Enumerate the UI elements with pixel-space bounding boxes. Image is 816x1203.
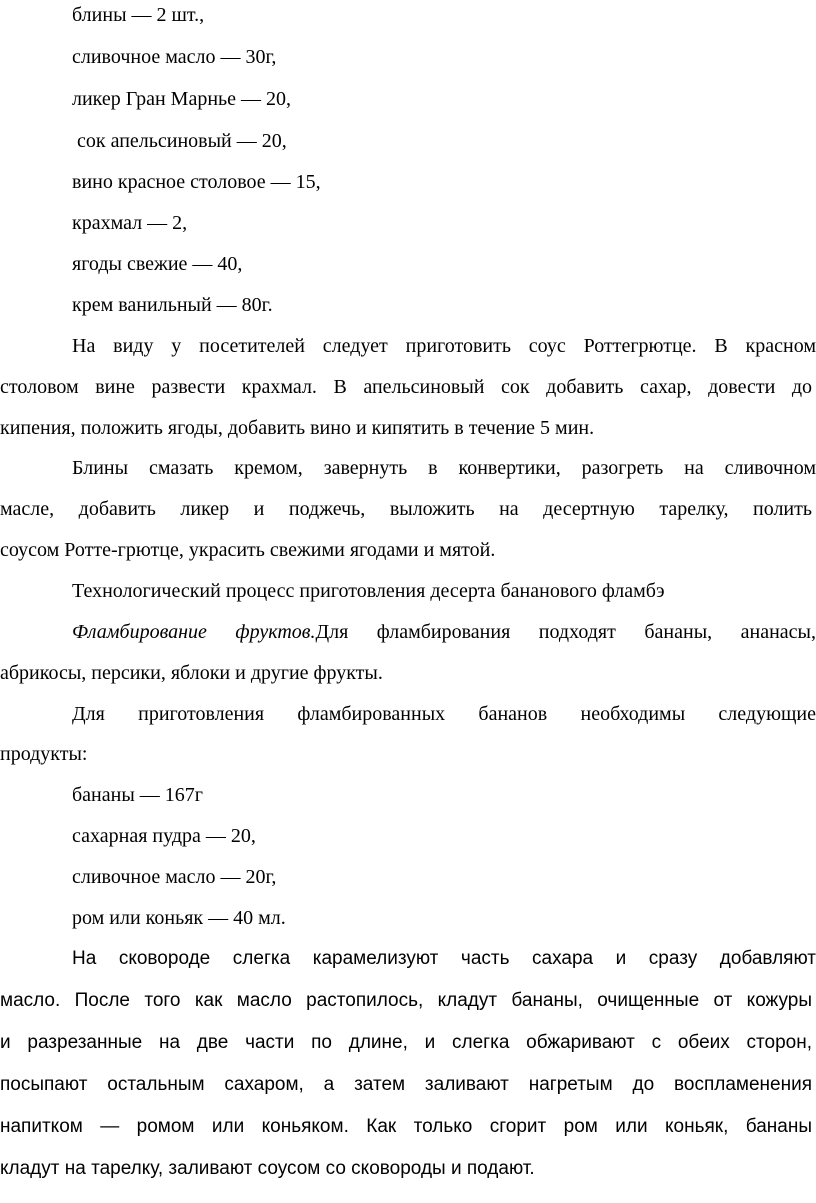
ingredient-line: ликер Гран Марнье — 20, xyxy=(72,88,292,110)
paragraph-line: Блины смазать кремом, завернуть в конвертики, разогреть на сливочном xyxy=(72,457,816,479)
paragraph-line: столовом вине развести крахмал. В апельсиновый сок добавить сахар, довести до xyxy=(0,376,812,398)
ingredient-line: крем ванильный — 80г. xyxy=(72,294,273,316)
ingredient-line: сок апельсиновый — 20, xyxy=(72,130,287,152)
ingredient-line: сливочное масло — 30г, xyxy=(72,46,277,68)
paragraph-text: Для фламбирования подходят бананы, ананасы, xyxy=(315,621,816,643)
paragraph-line xyxy=(72,620,816,644)
paragraph-line: и разрезанные на две части по длине, и слегка обжаривают с обеих сторон, xyxy=(0,1032,812,1053)
ingredient-line: сахарная пудра — 20, xyxy=(72,825,256,847)
paragraph-line: продукты: xyxy=(0,743,88,765)
ingredient-line: крахмал — 2, xyxy=(72,212,188,234)
paragraph-line: Для приготовления фламбированных бананов необходимы следующие xyxy=(72,703,816,725)
ingredient-line: сливочное масло — 20г, xyxy=(72,866,277,888)
section-heading: Технологический процесс приготовления десерта бананового фламбэ xyxy=(72,580,665,602)
paragraph-line: На виду у посетителей следует приготовить соус Роттегрютце. В красном xyxy=(72,335,816,357)
paragraph-line: масло. После того как масло растопилось, кладут бананы, очищенные от кожуры xyxy=(0,990,812,1011)
paragraph-line: На сковороде слегка карамелизуют часть сахара и сразу добавляют xyxy=(72,948,816,969)
paragraph-line: абрикосы, персики, яблоки и другие фрукты. xyxy=(0,662,383,684)
ingredient-line: ягоды свежие — 40, xyxy=(72,253,243,275)
paragraph-line: кипения, положить ягоды, добавить вино и кипятить в течение 5 мин. xyxy=(0,417,595,439)
ingredient-line: блины — 2 шт., xyxy=(72,4,205,26)
paragraph-line: масле, добавить ликер и поджечь, выложить на десертную тарелку, полить xyxy=(0,498,812,520)
ingredient-line: бананы — 167г xyxy=(72,784,203,806)
paragraph-line: напитком — ромом или коньяком. Как только сгорит ром или коньяк, бананы xyxy=(0,1116,812,1137)
paragraph-line: кладут на тарелку, заливают соусом со сковороды и подают. xyxy=(0,1158,535,1179)
paragraph-line: соусом Ротте-грютце, украсить свежими ягодами и мятой. xyxy=(0,539,496,561)
paragraph-line: посыпают остальным сахаром, а затем заливают нагретым до воспламенения xyxy=(0,1074,812,1095)
ingredient-line: ром или коньяк — 40 мл. xyxy=(72,907,286,929)
ingredient-line: вино красное столовое — 15, xyxy=(72,171,321,193)
italic-lead: Фламбирование фруктов. xyxy=(72,621,316,643)
